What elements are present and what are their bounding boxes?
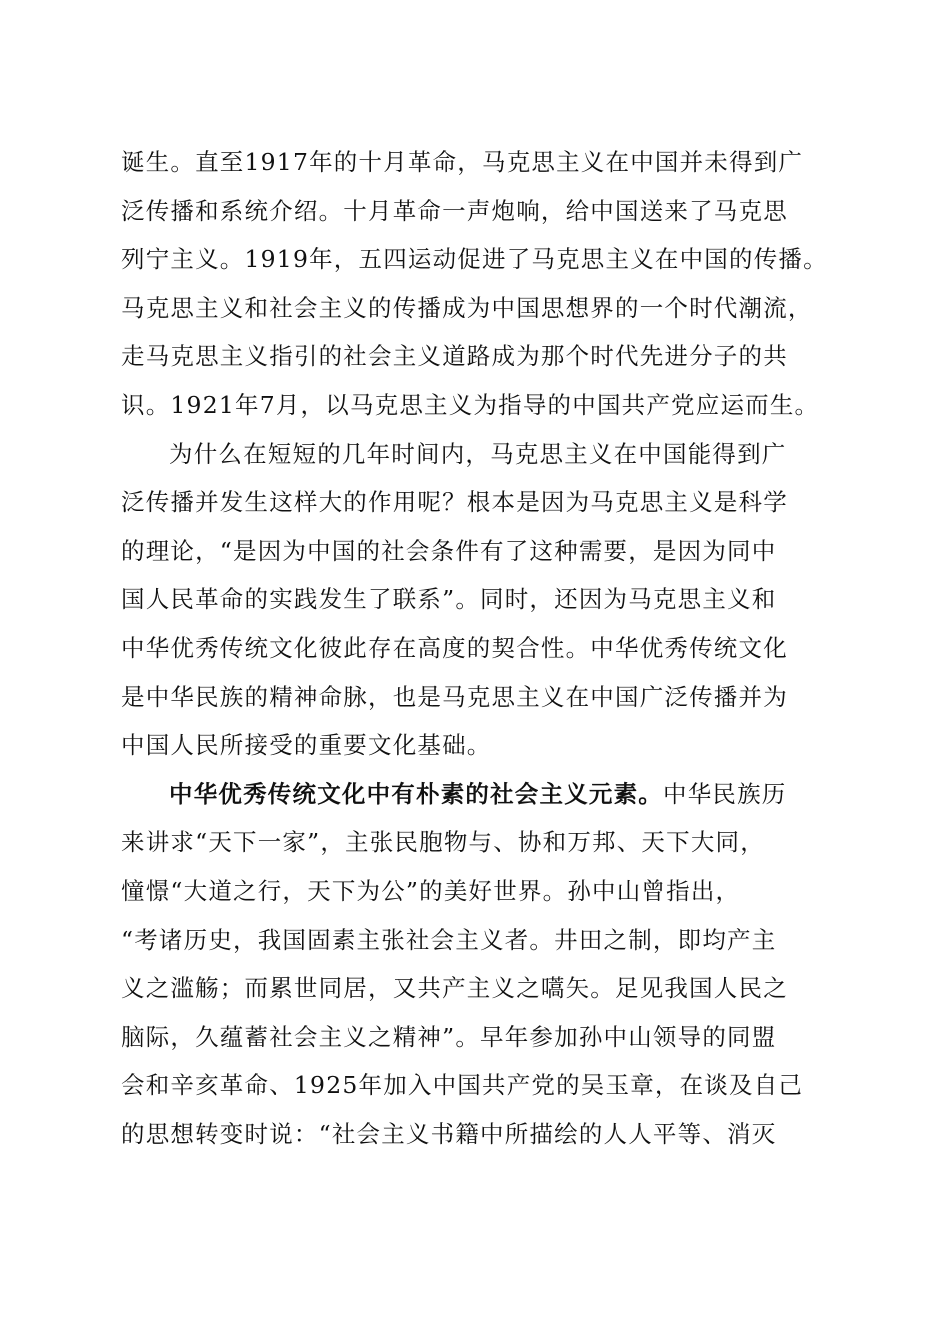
- text-line: 泛传播并发生这样大的作用呢？根本是因为马克思主义是科学: [121, 488, 788, 517]
- text-line: 中华优秀传统文化彼此存在高度的契合性。中华优秀传统文化: [121, 633, 788, 662]
- text-line: 的理论，“是因为中国的社会条件有了这种需要，是因为同中: [121, 536, 777, 565]
- text-line: 脑际，久蕴蓄社会主义之精神”。早年参加孙中山领导的同盟: [121, 1022, 777, 1051]
- text-line: 为什么在短短的几年时间内，马克思主义在中国能得到广: [169, 439, 787, 468]
- text-line: 泛传播和系统介绍。十月革命一声炮响，给中国送来了马克思: [121, 196, 788, 225]
- text-line: 的思想转变时说：“社会主义书籍中所描绘的人人平等、消灭: [121, 1119, 777, 1148]
- text-line: 国人民革命的实践发生了联系”。同时，还因为马克思主义和: [121, 585, 777, 614]
- text-line: 识。1921年7月，以马克思主义为指导的中国共产党应运而生。: [121, 390, 820, 419]
- text-line: 憧憬“大道之行，天下为公”的美好世界。孙中山曾指出，: [121, 876, 741, 905]
- paragraph-2: [121, 430, 833, 770]
- text-run: 中华民族历: [663, 779, 787, 808]
- body-text: [121, 138, 833, 1158]
- paragraph-3: [121, 770, 833, 1159]
- text-line: 列宁主义。1919年，五四运动促进了马克思主义在中国的传播。: [121, 245, 828, 274]
- text-line: 来讲求“天下一家”，主张民胞物与、协和万邦、天下大同，: [121, 828, 765, 857]
- text-line: [121, 770, 833, 819]
- bold-lead-sentence: 中华优秀传统文化中有朴素的社会主义元素。: [169, 779, 663, 808]
- text-line: 义之滥觞；而累世同居，又共产主义之嚆矢。足见我国人民之: [121, 974, 788, 1003]
- text-line: 是中华民族的精神命脉，也是马克思主义在中国广泛传播并为: [121, 682, 788, 711]
- text-line: 中国人民所接受的重要文化基础。: [121, 731, 492, 760]
- text-line: 走马克思主义指引的社会主义道路成为那个时代先进分子的共: [121, 342, 788, 371]
- text-line: 会和辛亥革命、1925年加入中国共产党的吴玉章，在谈及自己: [121, 1071, 804, 1100]
- text-line: “考诸历史，我国固素主张社会主义者。井田之制，即均产主: [121, 925, 777, 954]
- paragraph-1: [121, 138, 833, 430]
- text-line: 马克思主义和社会主义的传播成为中国思想界的一个时代潮流，: [121, 293, 813, 322]
- text-line: 诞生。直至1917年的十月革命，马克思主义在中国并未得到广: [121, 148, 804, 176]
